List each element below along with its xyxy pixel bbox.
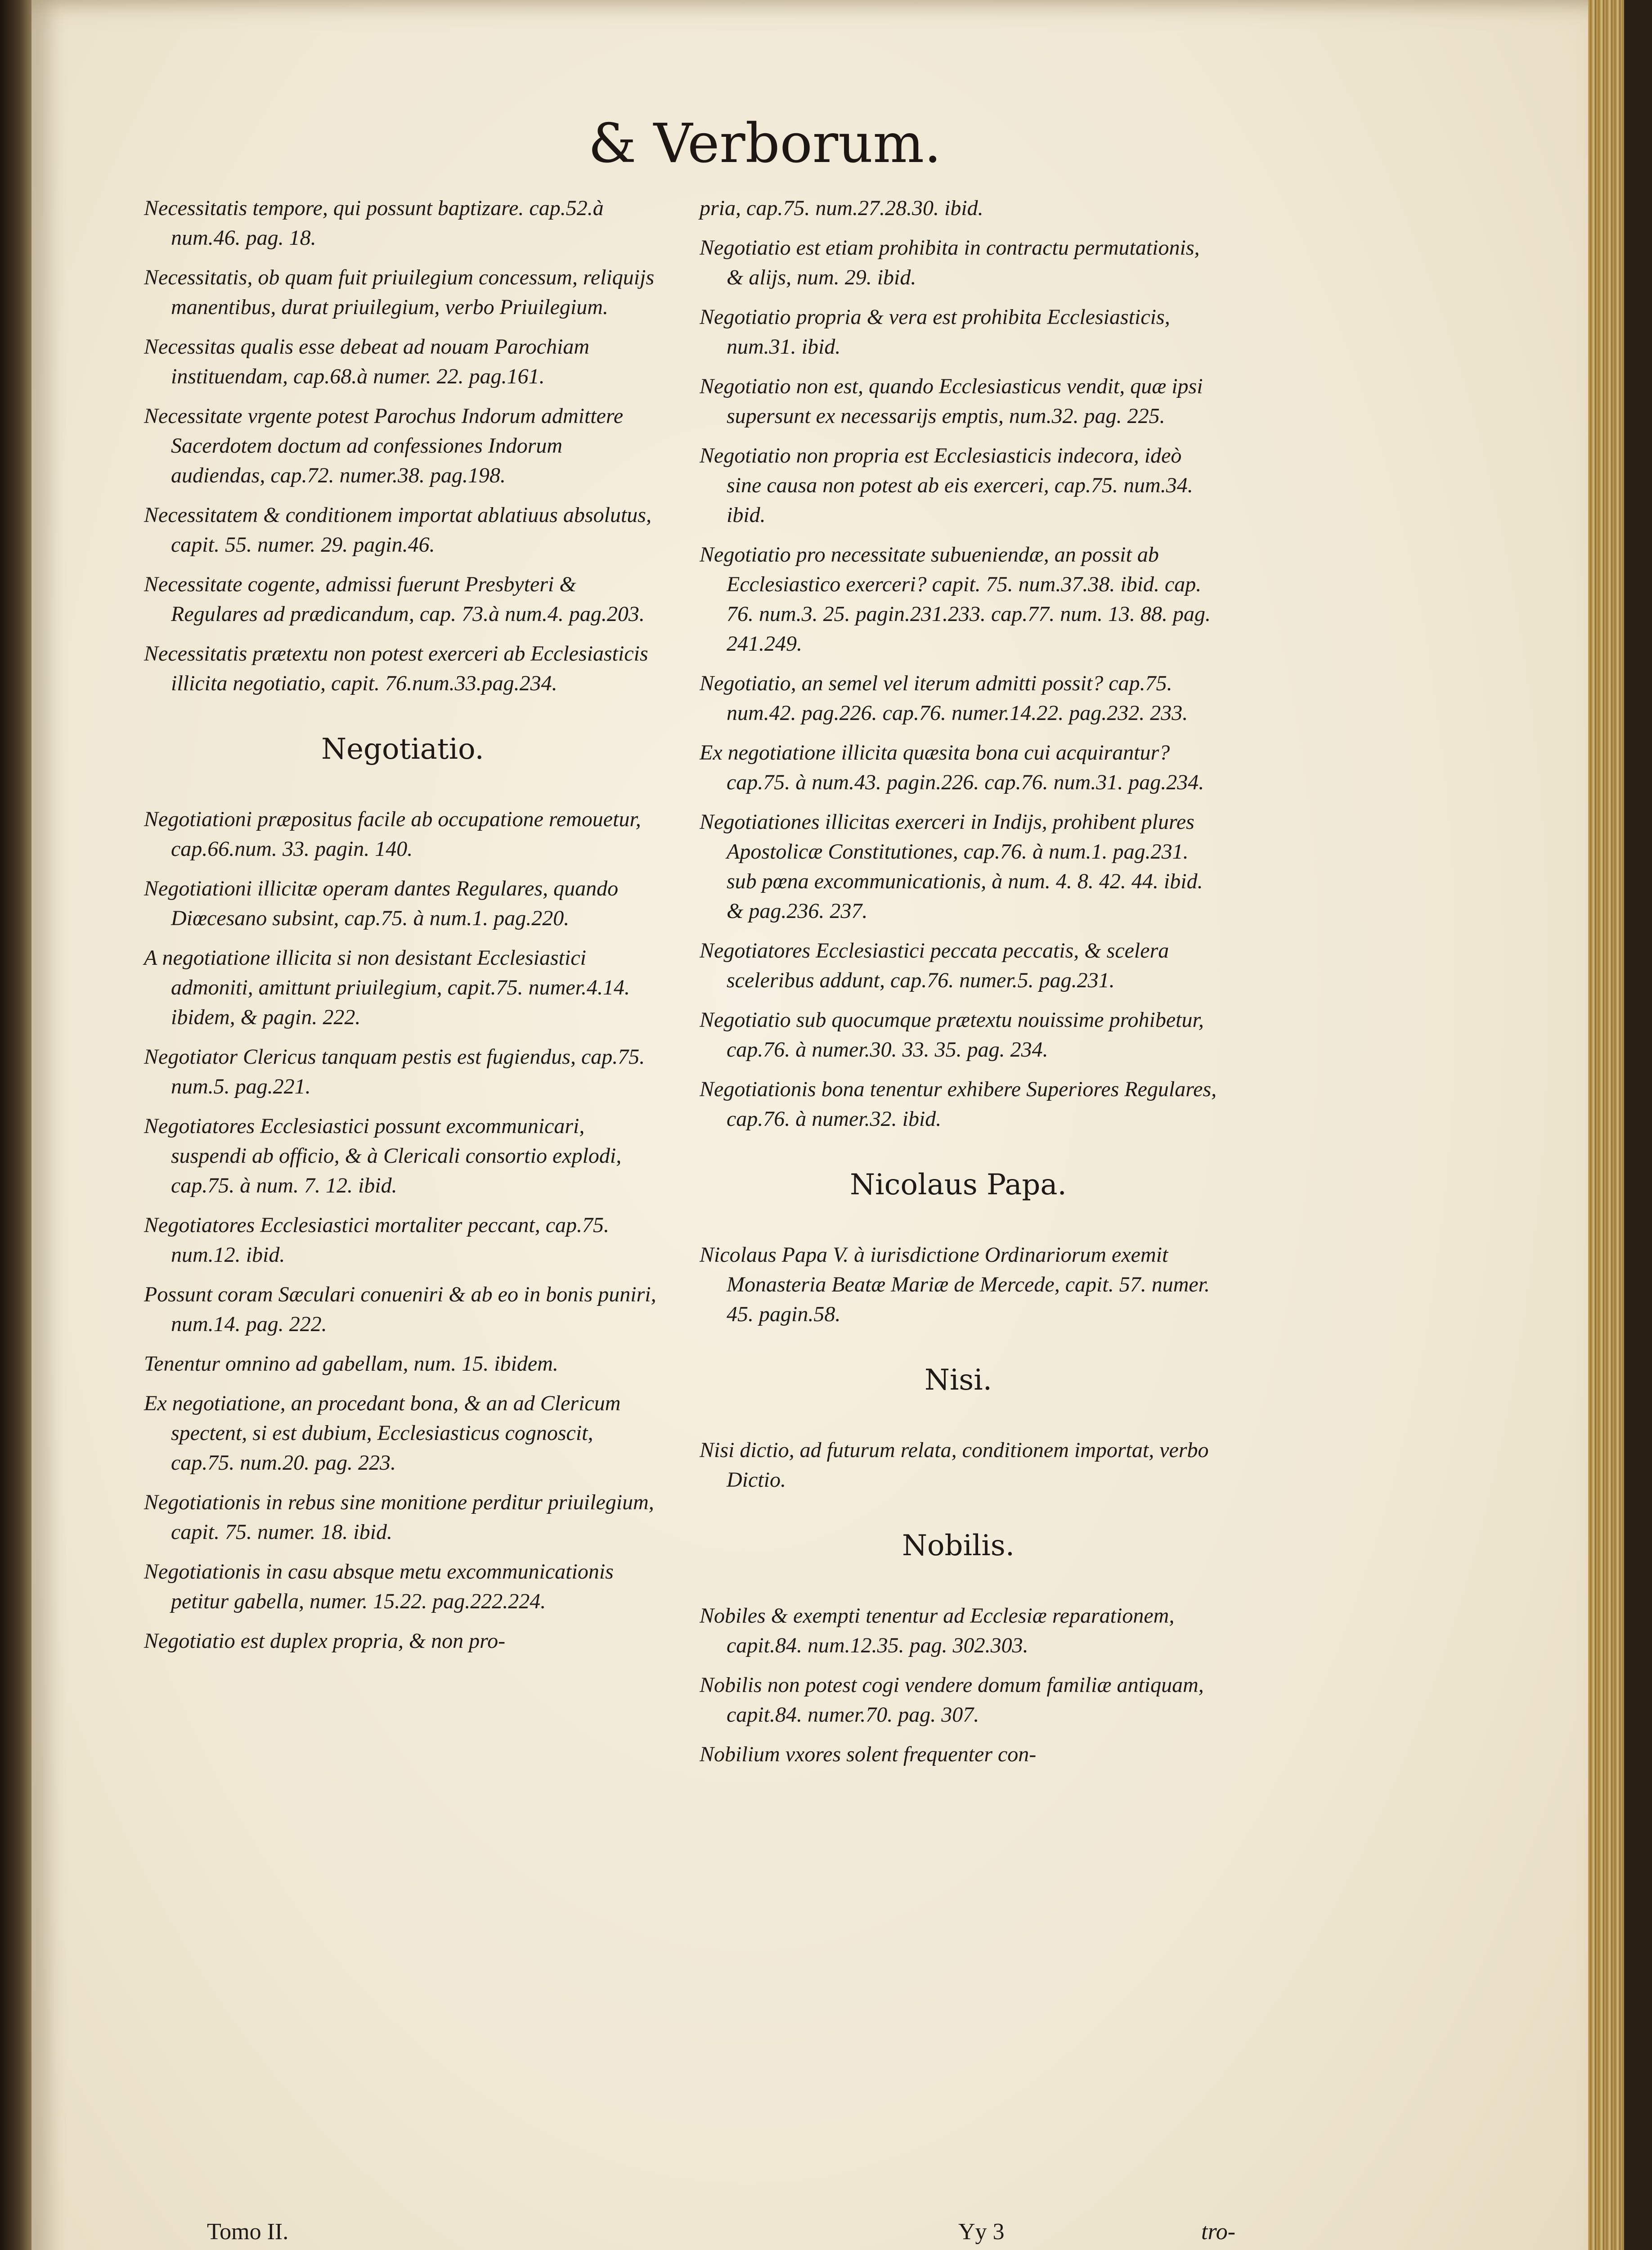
- index-entry: Negotiatio pro necessitate subueniendæ, an possit ab Ecclesiastico exerceri? capit. 75. num.37.38. ibid. cap. 76. num.3. 25. pagin.231.233. cap.77. num. 13. 88. pag. 241.249.: [700, 543, 1211, 656]
- index-entry: Nisi dictio, ad futurum relata, conditionem importat, verbo Dictio.: [700, 1438, 1209, 1492]
- index-entry: Nicolaus Papa V. à iurisdictione Ordinariorum exemit Monasteria Beatæ Mariæ de Mercede, capit. 57. numer. 45. pagin.58.: [700, 1243, 1210, 1326]
- section-heading: Nicolaus Papa.: [850, 1168, 1067, 1202]
- index-entry: Negotiatio non propria est Ecclesiasticis indecora, ideò sine causa non potest ab eis exerceri, cap.75. num.34. ibid.: [700, 444, 1193, 527]
- index-entry: Negotiatio sub quocumque prætextu nouissime prohibetur, cap.76. à numer.30. 33. 35. pag. 234.: [700, 1008, 1204, 1062]
- index-column-right: [700, 194, 1217, 1779]
- running-heading: & Verborum.: [588, 112, 942, 175]
- index-entry: Negotiationi illicitæ operam dantes Regulares, quando Diœcesano subsint, cap.75. à num.1. pag.220.: [144, 877, 619, 930]
- index-entry: A negotiatione illicita si non desistant Ecclesiastici admoniti, amittunt priuilegium, capit.75. numer.4.14. ibidem, & pagin. 222.: [144, 946, 630, 1029]
- index-entry: Ex negotiatione, an procedant bona, & an ad Clericum spectent, si est dubium, Ecclesiasticus cognoscit, cap.75. num.20. pag. 223.: [144, 1391, 621, 1475]
- index-entry: Necessitatis, ob quam fuit priuilegium concessum, reliquijs manentibus, durat priuilegium, verbo Priuilegium.: [144, 266, 655, 319]
- index-entry: Negotiatio est etiam prohibita in contractu permutationis, & alijs, num. 29. ibid.: [700, 236, 1200, 289]
- index-entry: Negotiatio est duplex propria, & non pro-: [144, 1629, 506, 1653]
- section-heading: Nisi.: [924, 1364, 992, 1397]
- index-entry: Negotiatio non est, quando Ecclesiasticus vendit, quæ ipsi supersunt ex necessarijs emptis, num.32. pag. 225.: [700, 374, 1203, 428]
- index-entry: Negotiatores Ecclesiastici possunt excommunicari, suspendi ab officio, & à Clericali consortio explodi, cap.75. à num. 7. 12. ibid.: [144, 1114, 622, 1197]
- index-entry: Necessitas qualis esse debeat ad nouam Parochiam instituendam, cap.68.à numer. 22. pag.161.: [144, 335, 590, 388]
- section-heading: Nobilis.: [902, 1529, 1015, 1562]
- index-entry: Negotiationes illicitas exerceri in Indijs, prohibent plures Apostolicæ Constitutiones, cap.76. à num.1. pag.231. sub pœna excommunicationis, à num. 4. 8. 42. 44. ibid. & pag.236. 237.: [700, 810, 1203, 923]
- index-entry: Necessitate cogente, admissi fuerunt Presbyteri & Regulares ad prædicandum, cap. 73.à num.4. pag.203.: [144, 572, 645, 626]
- volume-label: Tomo II.: [207, 2219, 289, 2245]
- book-gutter: [0, 0, 31, 2250]
- index-column-left: [144, 194, 661, 1666]
- index-entry: Negotiatio propria & vera est prohibita Ecclesiasticis, num.31. ibid.: [700, 305, 1170, 359]
- index-entry: Necessitatem & conditionem importat ablatiuus absolutus, capit. 55. numer. 29. pagin.46.: [144, 503, 651, 557]
- index-entry: Necessitatis tempore, qui possunt baptizare. cap.52.à num.46. pag. 18.: [144, 196, 604, 250]
- index-entry: Negotiator Clericus tanquam pestis est fugiendus, cap.75. num.5. pag.221.: [144, 1045, 645, 1098]
- index-entry: Possunt coram Sæculari conueniri & ab eo in bonis puniri, num.14. pag. 222.: [144, 1282, 656, 1336]
- index-entry: Nobiles & exempti tenentur ad Ecclesiæ reparationem, capit.84. num.12.35. pag. 302.303.: [700, 1604, 1175, 1657]
- index-entry: Tenentur omnino ad gabellam, num. 15. ibidem.: [144, 1352, 558, 1376]
- index-entry: Negotiatores Ecclesiastici mortaliter peccant, cap.75. num.12. ibid.: [144, 1213, 610, 1267]
- signature-mark: Yy 3: [958, 2219, 1005, 2245]
- index-entry: pria, cap.75. num.27.28.30. ibid.: [700, 196, 983, 220]
- page-edges: [1588, 0, 1624, 2250]
- index-entry: Negotiationis in casu absque metu excommunicationis petitur gabella, numer. 15.22. pag.222.224.: [144, 1560, 614, 1613]
- index-entry: Negotiatores Ecclesiastici peccata peccatis, & scelera sceleribus addunt, cap.76. numer.5. pag.231.: [700, 939, 1169, 992]
- index-entry: Nobilium vxores solent frequenter con-: [700, 1742, 1037, 1766]
- index-entry: Necessitate vrgente potest Parochus Indorum admittere Sacerdotem doctum ad confessiones Indorum audiendas, cap.72. numer.38. pag.198.: [144, 404, 624, 487]
- catchword: tro-: [1201, 2219, 1236, 2245]
- index-entry: Negotiationis bona tenentur exhibere Superiores Regulares, cap.76. à numer.32. ibid.: [700, 1077, 1217, 1131]
- index-entry: Negotiationi præpositus facile ab occupatione remouetur, cap.66.num. 33. pagin. 140.: [144, 807, 641, 861]
- index-entry: Negotiationis in rebus sine monitione perditur priuilegium, capit. 75. numer. 18. ibid.: [144, 1490, 654, 1544]
- index-entry: Ex negotiatione illicita quæsita bona cui acquirantur? cap.75. à num.43. pagin.226. cap.76. num.31. pag.234.: [700, 741, 1204, 794]
- section-heading: Negotiatio.: [321, 733, 484, 766]
- index-entry: Nobilis non potest cogi vendere domum familiæ antiquam, capit.84. numer.70. pag. 307.: [700, 1673, 1204, 1727]
- index-entry: Negotiatio, an semel vel iterum admitti possit? cap.75. num.42. pag.226. cap.76. numer.14.22. pag.232. 233.: [700, 671, 1188, 725]
- index-entry: Necessitatis prætextu non potest exerceri ab Ecclesiasticis illicita negotiatio, capit. 76.num.33.pag.234.: [144, 642, 648, 695]
